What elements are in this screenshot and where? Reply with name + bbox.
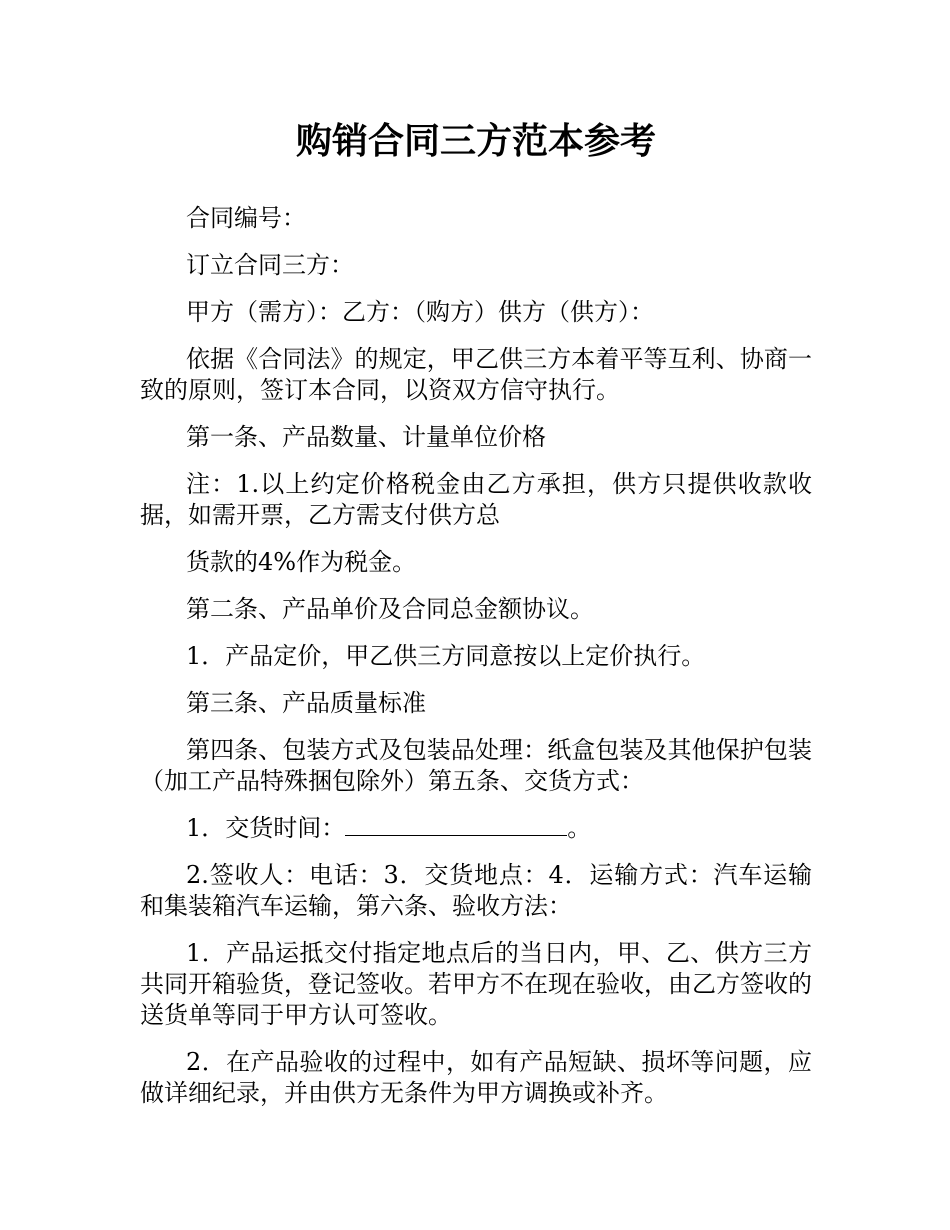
paragraph-delivery-time xyxy=(140,813,812,844)
paragraph-contract-number: 合同编号： xyxy=(186,204,306,232)
paragraph-note-cont: 货款的4%作为税金。 xyxy=(186,548,417,576)
paragraph-article-1: 第一条、产品数量、计量单位价格 xyxy=(186,423,546,451)
paragraph-note: 注：1.以上约定价格税金由乙方承担，供方只提供收款收据，如需开票，乙方需支付供方总 xyxy=(140,470,812,529)
paragraph-inspection-2: 2．在产品验收的过程中，如有产品短缺、损坏等问题，应做详细纪录，并由供方无条件为甲方调换或补齐。 xyxy=(140,1048,812,1107)
paragraph-article-2: 第二条、产品单价及合同总金额协议。 xyxy=(186,595,594,623)
paragraph-parties: 甲方（需方）：乙方：（购方）供方（供方）： xyxy=(186,298,654,326)
document-title: 购销合同三方范本参考 xyxy=(295,121,656,162)
paragraph-basis: 依据《合同法》的规定，甲乙供三方本着平等互利、协商一致的原则，签订本合同，以资双方信守执行。 xyxy=(140,345,812,404)
delivery-time-blank-line xyxy=(345,815,567,836)
paragraph-inspection-1: 1．产品运抵交付指定地点后的当日内，甲、乙、供方三方共同开箱验货，登记签收。若甲方不在现在验收，由乙方签收的送货单等同于甲方认可签收。 xyxy=(140,939,812,1029)
paragraph-pricing: 1．产品定价，甲乙供三方同意按以上定价执行。 xyxy=(186,642,706,670)
delivery-time-suffix: 。 xyxy=(567,814,592,842)
paragraph-article-4: 第四条、包装方式及包装品处理：纸盒包装及其他保护包装（加工产品特殊捆包除外）第五条、交货方式： xyxy=(140,736,812,795)
document-body xyxy=(140,203,812,1125)
delivery-time-label: 1．交货时间： xyxy=(186,814,346,842)
paragraph-signee: 2.签收人：电话：3．交货地点：4．运输方式：汽车运输和集装箱汽车运输，第六条、验收方法： xyxy=(140,861,812,920)
paragraph-article-3: 第三条、产品质量标准 xyxy=(186,689,426,717)
paragraph-parties-heading: 订立合同三方： xyxy=(186,251,354,279)
